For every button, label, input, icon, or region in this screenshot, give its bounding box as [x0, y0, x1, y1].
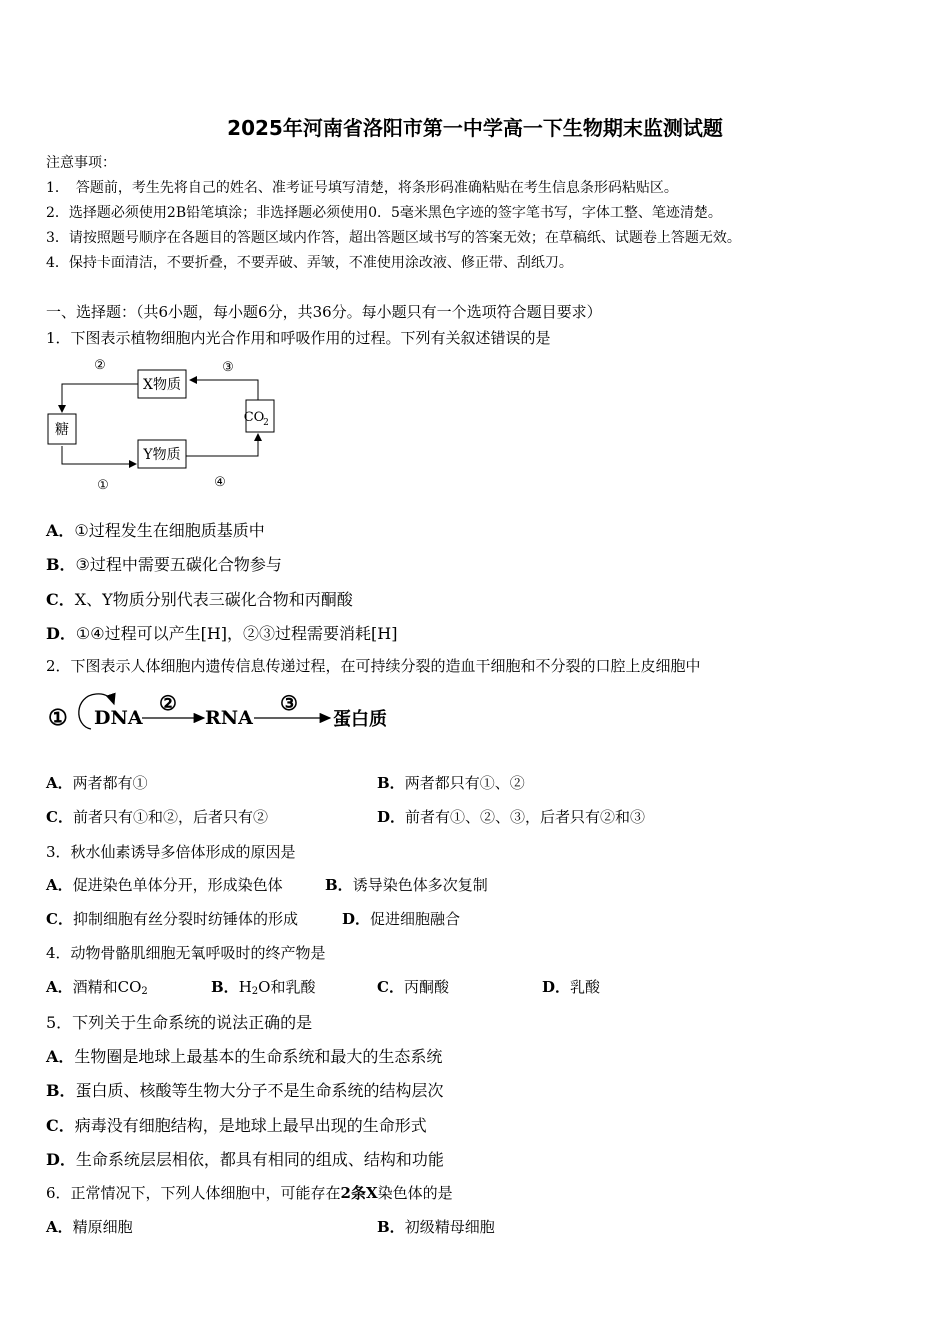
option-text: 两者都有① — [72, 774, 148, 792]
option-text: 蛋白质、核酸等生物大分子不是生命系统的结构层次 — [75, 1081, 444, 1100]
option-text-pre: H — [238, 978, 252, 996]
option-label: C． — [46, 590, 75, 609]
option-text: 前者只有①和②，后者只有② — [72, 808, 268, 826]
option-text: 生命系统层层相依，都具有相同的组成、结构和功能 — [75, 1150, 444, 1169]
q6-stem-post: 染色体的是 — [377, 1184, 453, 1202]
q3-option-b[interactable] — [325, 874, 488, 895]
option-text: 酒精和CO — [72, 978, 142, 996]
notice-heading: 注意事项： — [46, 155, 116, 171]
option-label: B． — [211, 978, 239, 996]
option-text: 生物圈是地球上最基本的生命系统和最大的生态系统 — [74, 1047, 443, 1066]
option-text: 病毒没有细胞结构，是地球上最早出现的生命形式 — [74, 1116, 427, 1135]
option-subscript: 2 — [141, 986, 148, 997]
q2-option-d[interactable] — [377, 806, 645, 827]
option-label: D． — [46, 1150, 76, 1169]
q6-stem-pre: 6．正常情况下，下列人体细胞中，可能存在 — [46, 1184, 341, 1202]
option-text: ③过程中需要五碳化合物参与 — [75, 555, 282, 574]
notice-item-3: 3．请按照题号顺序在各题目的答题区域内作答，超出答题区域书写的答案无效；在草稿纸、试题卷上答题无效。 — [46, 230, 741, 246]
q1-option-c[interactable] — [46, 587, 353, 610]
option-text: 两者都只有①、② — [404, 774, 525, 792]
q3-option-a[interactable] — [46, 874, 283, 895]
q4-option-a[interactable] — [46, 976, 148, 997]
q4-option-b[interactable] — [211, 976, 315, 997]
q2-option-c[interactable] — [46, 806, 268, 827]
y-substance-label: Y物质 — [143, 447, 181, 463]
q3-option-d[interactable] — [342, 908, 460, 929]
notice-item-1: 1． 答题前，考生先将自己的姓名、准考证号填写清楚，将条形码准确粘贴在考生信息条形码粘贴区。 — [46, 180, 678, 196]
protein-label: 蛋白质 — [333, 709, 387, 730]
option-text: 初级精母细胞 — [404, 1218, 495, 1236]
option-text: 乳酸 — [570, 978, 601, 996]
q6-stem — [46, 1182, 453, 1203]
option-text: 促进染色单体分开，形成染色体 — [72, 876, 283, 894]
process-3-label: ③ — [280, 691, 298, 715]
process-2-label: ② — [94, 358, 106, 373]
arrow-1 — [62, 446, 136, 464]
x-substance-label: X物质 — [143, 377, 181, 393]
co2-subscript: 2 — [263, 418, 269, 428]
q4-option-c[interactable] — [377, 976, 449, 997]
option-label: B． — [377, 1218, 405, 1236]
option-label: C． — [46, 1116, 75, 1135]
option-label: A． — [46, 978, 73, 996]
option-label: A． — [46, 521, 75, 540]
option-text: ①④过程可以产生[H]，②③过程需要消耗[H] — [75, 624, 398, 643]
option-text: X、Y物质分别代表三碳化合物和丙酮酸 — [74, 590, 353, 609]
option-text-post: O和乳酸 — [258, 978, 316, 996]
arrow-2 — [62, 384, 138, 412]
q3-option-c[interactable] — [46, 908, 298, 929]
process-1-label: ① — [97, 478, 109, 493]
option-subscript: 2 — [251, 986, 259, 997]
section-heading: 一、选择题：（共6小题，每小题6分，共36分。每小题只有一个选项符合题目要求） — [46, 303, 602, 321]
option-label: A． — [46, 774, 73, 792]
page-title: 2025年河南省洛阳市第一中学高一下生物期末监测试题 — [227, 116, 723, 140]
q1-option-d[interactable] — [46, 621, 397, 644]
q6-option-a[interactable] — [46, 1216, 133, 1237]
option-label: D． — [342, 910, 371, 928]
q5-stem: 5．下列关于生命系统的说法正确的是 — [46, 1013, 313, 1032]
q1-option-a[interactable] — [46, 518, 265, 541]
q1-diagram — [44, 353, 284, 498]
option-label: C． — [46, 910, 73, 928]
rna-label: RNA — [205, 707, 253, 729]
option-label: A． — [46, 1218, 73, 1236]
q4-option-d[interactable] — [542, 976, 600, 997]
q4-stem: 4．动物骨骼肌细胞无氧呼吸时的终产物是 — [46, 944, 326, 962]
dna-label: DNA — [94, 707, 143, 729]
notice-item-2: 2．选择题必须使用2B铅笔填涂；非选择题必须使用0．5毫米黑色字迹的签字笔书写，字体工整、笔迹清楚。 — [46, 205, 722, 221]
option-label: B． — [325, 876, 353, 894]
q3-stem: 3．秋水仙素诱导多倍体形成的原因是 — [46, 843, 296, 861]
q5-option-a[interactable] — [46, 1044, 442, 1067]
notice-item-4: 4．保持卡面清洁，不要折叠，不要弄破、弄皱，不准使用涂改液、修正带、刮纸刀。 — [46, 255, 573, 271]
option-label: A． — [46, 1047, 75, 1066]
option-text: 丙酮酸 — [403, 978, 449, 996]
option-label: D． — [46, 624, 76, 643]
option-text: 前者有①、②、③，后者只有②和③ — [405, 808, 646, 826]
q6-stem-bold: 2条X — [340, 1184, 378, 1202]
option-text: 精原细胞 — [72, 1218, 133, 1236]
option-label: C． — [46, 808, 73, 826]
q1-stem: 1．下图表示植物细胞内光合作用和呼吸作用的过程。下列有关叙述错误的是 — [46, 329, 551, 347]
option-label: B． — [377, 774, 405, 792]
arrow-3 — [190, 380, 258, 400]
q2-stem: 2．下图表示人体细胞内遗传信息传递过程，在可持续分裂的造血干细胞和不分裂的口腔上皮细胞中 — [46, 657, 701, 675]
q5-option-b[interactable] — [46, 1078, 444, 1101]
process-1-label: ① — [48, 705, 68, 731]
co2-label: CO — [243, 410, 265, 425]
option-label: C． — [377, 978, 404, 996]
process-3-label: ③ — [222, 360, 234, 375]
q2-option-b[interactable] — [377, 772, 525, 793]
process-4-label: ④ — [214, 475, 226, 490]
option-label: A． — [46, 876, 73, 894]
option-label: D． — [542, 978, 571, 996]
option-text: ①过程发生在细胞质基质中 — [74, 521, 265, 540]
option-label: B． — [46, 555, 76, 574]
q5-option-d[interactable] — [46, 1147, 444, 1170]
option-label: D． — [377, 808, 406, 826]
process-2-label: ② — [159, 691, 177, 715]
option-text: 促进细胞融合 — [370, 910, 461, 928]
q6-option-b[interactable] — [377, 1216, 495, 1237]
option-text: 抑制细胞有丝分裂时纺锤体的形成 — [72, 910, 298, 928]
sugar-label: 糖 — [55, 422, 69, 438]
q2-diagram — [44, 688, 404, 740]
option-label: B． — [46, 1081, 76, 1100]
q1-option-b[interactable] — [46, 552, 282, 575]
q5-option-c[interactable] — [46, 1113, 427, 1136]
option-text: 诱导染色体多次复制 — [352, 876, 488, 894]
arrow-4 — [186, 434, 258, 456]
q2-option-a[interactable] — [46, 772, 148, 793]
